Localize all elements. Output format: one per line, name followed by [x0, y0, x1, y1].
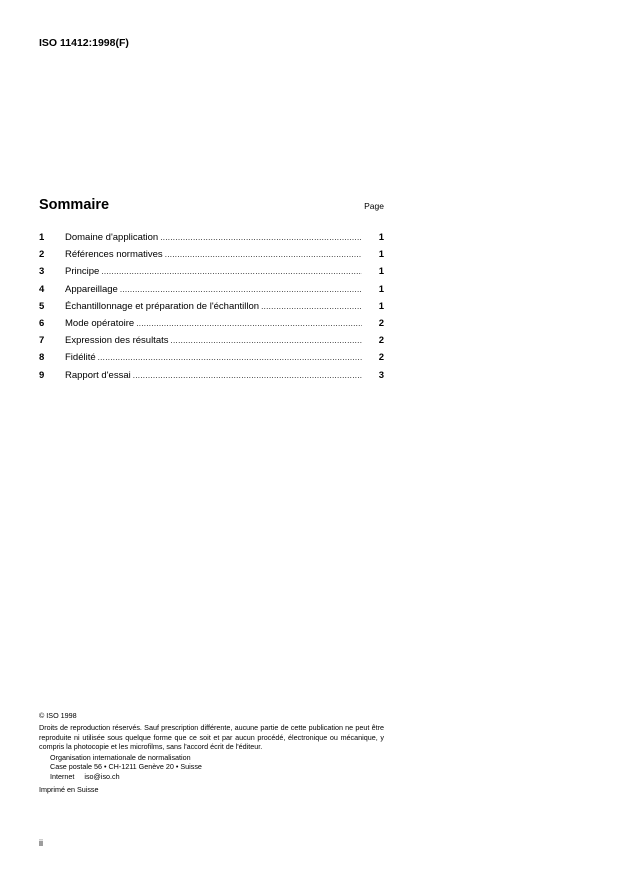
toc-entry-number: 9	[39, 369, 45, 381]
table-of-contents	[39, 229, 384, 384]
toc-entry-label: Principe	[65, 266, 100, 278]
toc-entry-number: 6	[39, 317, 45, 329]
publisher-address	[50, 753, 384, 781]
internet-contact: Internet iso@iso.ch	[50, 771, 120, 781]
toc-entry[interactable]	[39, 349, 384, 366]
document-id: ISO 11412:1998(F)	[39, 37, 129, 49]
copyright-line: © ISO 1998	[39, 711, 77, 720]
toc-entry-label: Échantillonnage et préparation de l'échantillon	[65, 300, 260, 312]
toc-entry-page: 3	[378, 369, 384, 381]
toc-entry-label: Mode opératoire	[65, 317, 135, 329]
toc-entry-number: 5	[39, 300, 45, 312]
toc-entry-label: Rapport d'essai	[65, 369, 131, 381]
toc-entry-page: 1	[378, 232, 384, 243]
printed-in: Imprimé en Suisse	[39, 785, 99, 795]
toc-entry-page: 1	[378, 300, 384, 312]
toc-entry-page: 1	[378, 283, 384, 295]
rights-notice: Droits de reproduction réservés. Sauf prescription différente, aucune partie de cette publication ne peut être reproduite ni utilisée sous quelque forme que ce soit et par aucun procédé, électronique ou mécanique, y compris la photocopie et les microfilms, sans l'accord écrit de l'éditeur.	[39, 723, 384, 751]
toc-entry-page: 2	[378, 335, 384, 347]
organization-name: Organisation internationale de normalisation	[50, 753, 191, 763]
toc-entry-number: 2	[39, 249, 45, 261]
toc-page-label: Page	[364, 201, 384, 211]
toc-entry-number: 3	[39, 266, 45, 278]
toc-entry-page: 2	[378, 352, 384, 364]
toc-entry-label: Références normatives	[65, 249, 163, 261]
toc-title: Sommaire	[39, 197, 110, 213]
toc-entry-number: 1	[39, 232, 45, 243]
toc-leader-dots	[120, 281, 362, 298]
toc-leader-dots	[261, 298, 362, 315]
toc-entry-number: 8	[39, 352, 45, 364]
toc-leader-dots	[160, 229, 362, 246]
toc-entry[interactable]	[39, 298, 384, 315]
toc-leader-dots	[165, 246, 362, 263]
toc-entry-label: Fidélité	[65, 352, 96, 364]
toc-entry[interactable]	[39, 332, 384, 349]
toc-entry[interactable]	[39, 367, 384, 384]
toc-entry-number: 4	[39, 283, 45, 295]
toc-entry-page: 1	[378, 249, 384, 261]
toc-entry-page: 2	[378, 317, 384, 329]
toc-leader-dots	[133, 367, 362, 384]
toc-entry-label: Appareillage	[65, 283, 118, 295]
toc-entry-number: 7	[39, 335, 45, 347]
toc-entry[interactable]	[39, 263, 384, 280]
toc-leader-dots	[171, 332, 363, 349]
toc-leader-dots	[98, 349, 362, 366]
toc-entry-label: Expression des résultats	[65, 335, 169, 347]
toc-leader-dots	[136, 315, 362, 332]
toc-entry-label: Domaine d'application	[65, 232, 159, 243]
toc-leader-dots	[101, 263, 362, 280]
toc-entry-page: 1	[378, 266, 384, 278]
copyright-block	[39, 711, 384, 794]
toc-entry[interactable]	[39, 315, 384, 332]
page-number: ii	[39, 838, 43, 848]
toc-entry[interactable]	[39, 246, 384, 263]
toc-entry[interactable]	[39, 281, 384, 298]
toc-entry[interactable]	[39, 229, 384, 246]
postal-address: Case postale 56 • CH-1211 Genève 20 • Suisse	[50, 762, 202, 772]
toc-header	[39, 197, 384, 213]
